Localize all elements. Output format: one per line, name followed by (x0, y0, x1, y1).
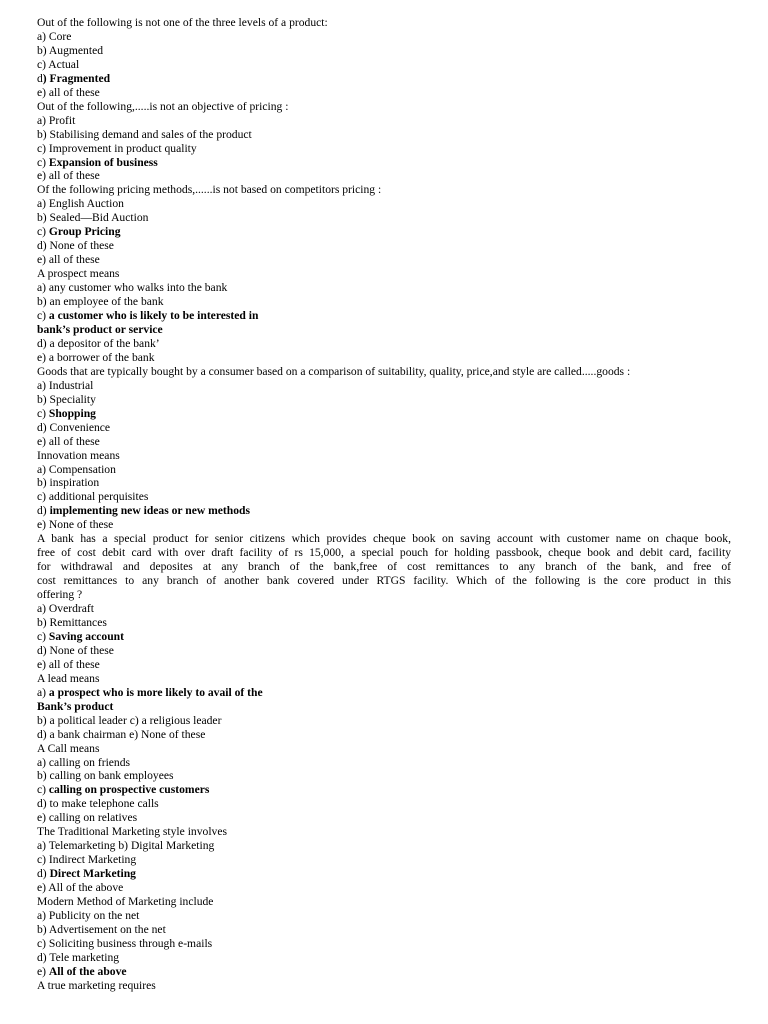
text-line (37, 86, 731, 100)
text-segment: a) Compensation (37, 462, 116, 476)
text-segment: c) (37, 225, 49, 239)
text-segment: d) a depositor of the bank’ (37, 336, 160, 350)
text-segment: c) (37, 629, 49, 643)
text-segment: c) additional perquisites (37, 490, 149, 504)
paragraph-line: offering ? (37, 588, 83, 602)
text-segment: e) all of these (37, 657, 100, 671)
text-segment: c) Actual (37, 57, 80, 71)
text-line (37, 156, 731, 170)
text-line (37, 281, 731, 295)
text-line (37, 769, 731, 783)
text-segment: a) Publicity on the net (37, 909, 140, 922)
text-line (37, 853, 731, 867)
bold-answer-text: All of the above (48, 964, 127, 978)
text-line (37, 211, 731, 225)
text-segment: b) Sealed—Bid Auction (37, 211, 149, 225)
text-segment: b) a political leader c) a religious leader (37, 713, 222, 727)
text-line (37, 923, 731, 937)
text-line (37, 309, 731, 323)
text-line (37, 742, 731, 756)
text-line (37, 909, 731, 923)
document-page (37, 16, 731, 993)
bold-answer-text: bank’s product or service (37, 322, 163, 336)
text-segment: e) a borrower of the bank (37, 350, 155, 364)
paragraph-line: for withdrawal and deposites at any branch of the bank,free of cost remittances to any branch of the bank, and free of (37, 560, 731, 574)
text-line (37, 449, 731, 463)
text-segment: b) Stabilising demand and sales of the product (37, 127, 252, 141)
text-line (37, 504, 731, 518)
text-segment: e) All of the above (37, 881, 124, 895)
text-segment: b) Remittances (37, 615, 107, 629)
text-segment: b) inspiration (37, 476, 100, 490)
text-line (37, 407, 731, 421)
text-segment: c) (37, 406, 49, 420)
text-segment: e) all of these (37, 85, 100, 99)
bold-answer-text: Expansion of business (48, 155, 158, 169)
text-line (37, 644, 731, 658)
bold-answer-text: a prospect who is more likely to avail of the (48, 685, 263, 699)
text-segment: d) (37, 504, 50, 518)
text-segment: e) (37, 964, 49, 978)
text-line (37, 225, 731, 239)
text-segment: a) Core (37, 29, 72, 43)
text-segment: a) Telemarketing b) Digital Marketing (37, 839, 215, 853)
text-segment: c) Indirect Marketing (37, 853, 137, 867)
text-line (37, 811, 731, 825)
text-line (37, 797, 731, 811)
text-segment: A lead means (37, 671, 100, 685)
question-block-2 (37, 602, 731, 993)
text-segment: b) Speciality (37, 392, 96, 406)
text-segment: A Call means (37, 741, 100, 755)
text-segment: a) English Auction (37, 197, 124, 211)
text-segment: Modern Method of Marketing include (37, 895, 214, 909)
text-line (37, 435, 731, 449)
bold-answer-text: implementing new ideas or new methods (49, 504, 250, 518)
text-line (37, 630, 731, 644)
text-segment: d) to make telephone calls (37, 797, 159, 811)
text-segment: A prospect means (37, 267, 120, 281)
text-segment: c) Improvement in product quality (37, 141, 197, 155)
text-segment: Out of the following is not one of the three levels of a product: (37, 16, 328, 29)
text-line (37, 672, 731, 686)
text-segment: c) (37, 783, 49, 797)
text-segment: b) Advertisement on the net (37, 922, 166, 936)
text-segment: e) all of these (37, 434, 100, 448)
text-line (37, 44, 731, 58)
text-line (37, 518, 731, 532)
text-line (37, 616, 731, 630)
text-line (37, 658, 731, 672)
text-segment: a) Industrial (37, 378, 94, 392)
text-segment: Innovation means (37, 448, 120, 462)
text-line (37, 937, 731, 951)
text-segment: a) (37, 685, 49, 699)
text-segment: a) calling on friends (37, 755, 131, 769)
text-segment: d) (37, 867, 50, 881)
text-segment: a) Overdraft (37, 602, 94, 616)
text-segment: Out of the following,.....is not an objective of pricing : (37, 99, 289, 113)
text-line (37, 100, 731, 114)
text-segment: A true marketing requires (37, 978, 156, 992)
bold-answer-text: Shopping (48, 406, 96, 420)
text-segment: b) calling on bank employees (37, 769, 174, 783)
text-segment: b) Augmented (37, 43, 104, 57)
text-line (37, 253, 731, 267)
text-segment: Of the following pricing methods,......is not based on competitors pricing : (37, 183, 382, 197)
text-line (37, 267, 731, 281)
text-line (37, 365, 731, 379)
text-line (37, 490, 731, 504)
text-segment: e) all of these (37, 169, 100, 183)
text-segment: b) an employee of the bank (37, 295, 164, 309)
text-line (37, 295, 731, 309)
text-segment: a) Profit (37, 113, 76, 127)
text-line (37, 16, 731, 30)
text-segment: d) a bank chairman e) None of these (37, 727, 206, 741)
bold-answer-text: Bank’s product (37, 699, 114, 713)
text-line (37, 183, 731, 197)
text-line (37, 128, 731, 142)
text-line (37, 728, 731, 742)
paragraph-line: A bank has a special product for senior citizens which provides cheque book on saving account with customer name on chaque book, (37, 532, 731, 546)
paragraph-line: free of cost debit card with over draft facility of rs 15,000, a special pouch for holding passbook, cheque book and debit card, facility (37, 546, 731, 560)
text-line (37, 337, 731, 351)
text-segment: d (37, 71, 43, 85)
bold-answer-text: ) Fragmented (42, 71, 111, 85)
text-segment: d) None of these (37, 643, 114, 657)
text-segment: d) None of these (37, 239, 114, 253)
text-line (37, 239, 731, 253)
text-line (37, 351, 731, 365)
text-segment: d) Tele marketing (37, 950, 120, 964)
text-segment: a) any customer who walks into the bank (37, 281, 228, 295)
text-line (37, 979, 731, 993)
text-line (37, 379, 731, 393)
text-line (37, 421, 731, 435)
text-segment: e) all of these (37, 253, 100, 267)
text-segment: c) (37, 155, 49, 169)
text-line (37, 895, 731, 909)
text-line (37, 476, 731, 490)
text-line (37, 756, 731, 770)
text-segment: c) Soliciting business through e-mails (37, 936, 213, 950)
text-line (37, 825, 731, 839)
text-line (37, 783, 731, 797)
text-segment: e) None of these (37, 518, 114, 532)
text-segment: e) calling on relatives (37, 811, 138, 825)
bold-answer-text: calling on prospective customers (48, 783, 210, 797)
bank-product-question-paragraph (37, 532, 731, 602)
bold-answer-text: Group Pricing (48, 225, 121, 239)
paragraph-line: cost remittances to any branch of another bank covered under RTGS facility. Which of the following is the core product in this (37, 574, 731, 588)
text-line (37, 686, 731, 700)
text-segment: The Traditional Marketing style involves (37, 825, 227, 839)
bold-answer-text: Saving account (48, 629, 124, 643)
text-line (37, 881, 731, 895)
bold-answer-text: a customer who is likely to be interested in (48, 309, 259, 323)
text-segment: c) (37, 309, 49, 323)
text-line (37, 323, 731, 337)
text-line (37, 700, 731, 714)
text-line (37, 72, 731, 86)
text-segment: Goods that are typically bought by a consumer based on a comparison of suitability, quality, price,and style are called.....goods : (37, 364, 631, 378)
text-segment: d) Convenience (37, 420, 111, 434)
text-line (37, 169, 731, 183)
text-line (37, 839, 731, 853)
text-line (37, 951, 731, 965)
text-line (37, 602, 731, 616)
text-line (37, 393, 731, 407)
question-block-1 (37, 16, 731, 532)
text-line (37, 463, 731, 477)
text-line (37, 965, 731, 979)
text-line (37, 197, 731, 211)
text-line (37, 714, 731, 728)
bold-answer-text: Direct Marketing (49, 867, 136, 881)
text-line (37, 867, 731, 881)
text-line (37, 142, 731, 156)
text-line (37, 114, 731, 128)
text-line (37, 58, 731, 72)
text-line (37, 30, 731, 44)
